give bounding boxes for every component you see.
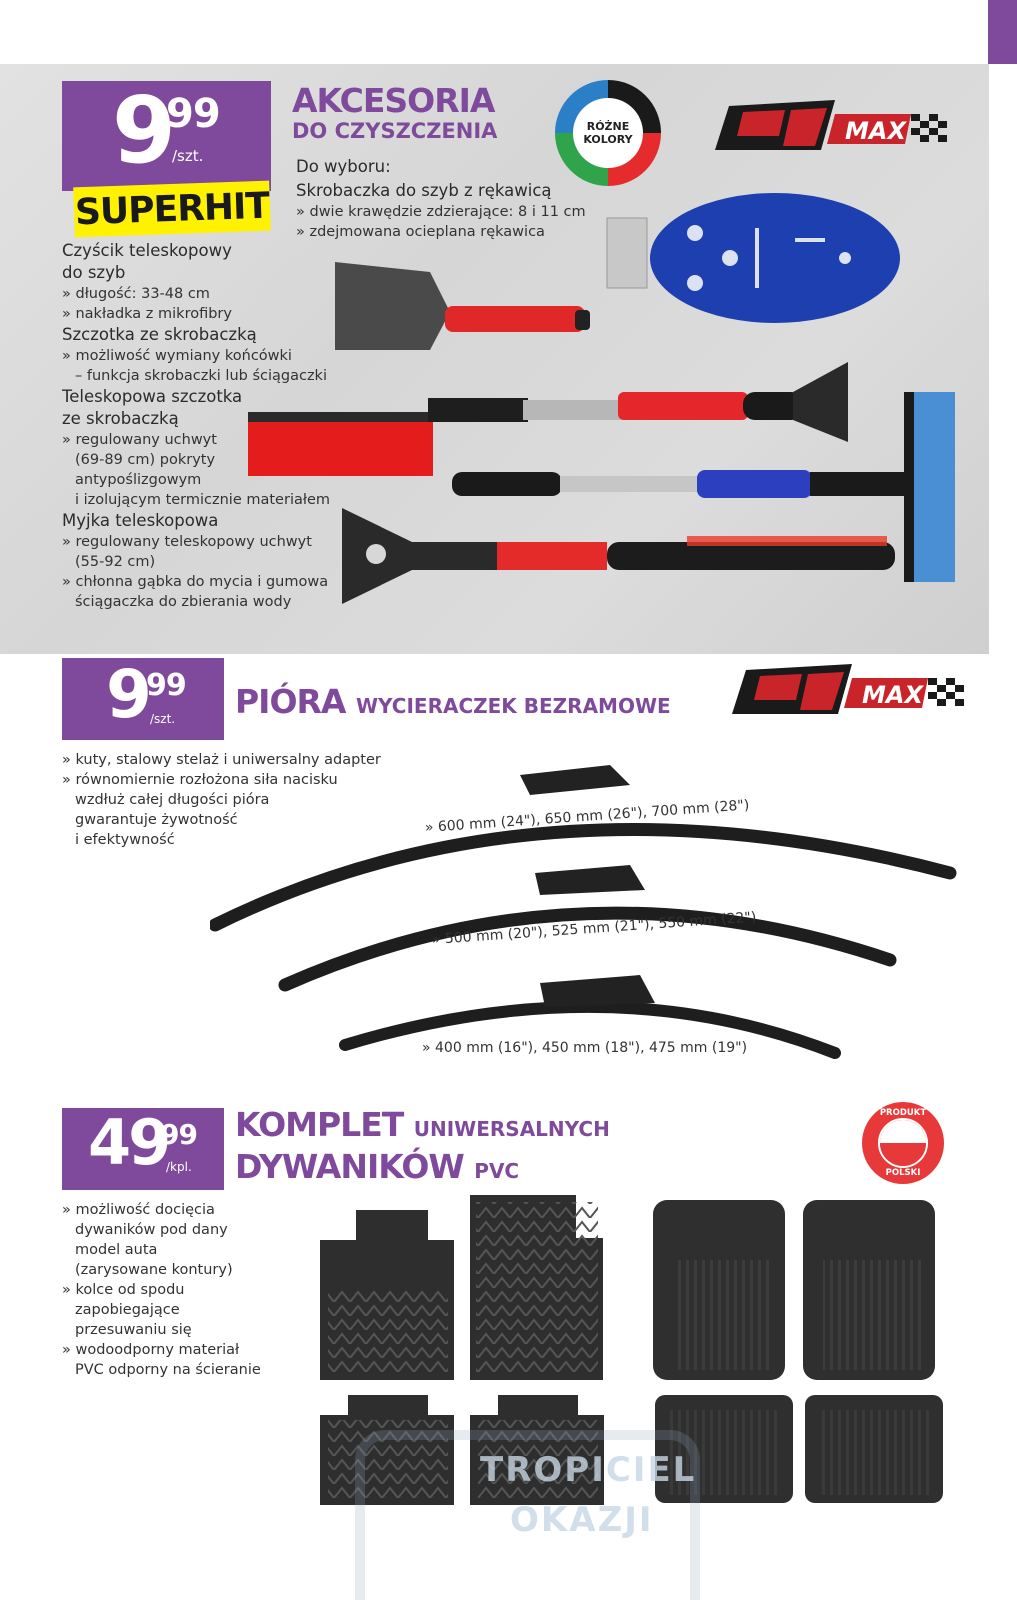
price-unit: /kpl. bbox=[166, 1160, 192, 1174]
feature-continuation: (zarysowane kontury) bbox=[75, 1262, 233, 1278]
gt-max-logo bbox=[732, 660, 968, 718]
price-unit: /szt. bbox=[172, 147, 204, 165]
feature-continuation: (69-89 cm) pokryty bbox=[75, 452, 216, 468]
badge-bottom-text: POLSKI bbox=[885, 1168, 921, 1178]
feature-item: » regulowany teleskopowy uchwyt bbox=[62, 532, 352, 552]
feature-item: » chłonna gąbka do mycia i gumowa bbox=[62, 572, 352, 592]
badge-top-text: PRODUKT bbox=[879, 1108, 927, 1118]
feature-item: » wodoodporny materiał bbox=[62, 1340, 261, 1360]
feature-continuation: wzdłuż całej długości pióra bbox=[75, 792, 270, 808]
feature-item: » możliwość wymiany końcówki bbox=[62, 346, 352, 366]
polish-flag-icon bbox=[878, 1118, 928, 1168]
price-tag-floor-mats bbox=[62, 1108, 224, 1190]
wiper-sizes-small: » 400 mm (16"), 450 mm (18"), 475 mm (19") bbox=[422, 1040, 748, 1056]
feature-item: » dwie krawędzie zdzierające: 8 i 11 cm bbox=[296, 202, 586, 222]
feature-continuation: ściągaczka do zbierania wody bbox=[75, 594, 292, 610]
feature-continuation: i efektywność bbox=[75, 832, 175, 848]
price-decimal: 99 bbox=[166, 91, 220, 137]
wiper-sizes-medium: » 500 mm (20"), 525 mm (21"), 550 mm (22") bbox=[431, 909, 757, 948]
various-colors-label bbox=[573, 98, 643, 168]
watermark-line-1: TROPICIEL bbox=[480, 1450, 697, 1490]
feature-continuation: dywaników pod dany bbox=[75, 1222, 228, 1238]
feature-continuation: gwarantuje żywotność bbox=[75, 812, 238, 828]
price-tag-wipers bbox=[62, 658, 224, 740]
accessories-title bbox=[292, 81, 498, 144]
product-name: Skrobaczka do szyb z rękawicą bbox=[296, 181, 552, 200]
product-name: Myjka teleskopowa bbox=[62, 511, 219, 530]
wiper-sizes-large: » 600 mm (24"), 650 mm (26"), 700 mm (28") bbox=[424, 797, 750, 836]
telescopic-washer-image bbox=[342, 508, 897, 604]
price-integer: 9 bbox=[106, 656, 149, 733]
feature-continuation: PVC odporny na ścieranie bbox=[75, 1362, 261, 1378]
feature-item: » kuty, stalowy stelaż i uniwersalny adapter bbox=[62, 750, 381, 770]
product-name: Szczotka ze skrobaczką bbox=[62, 325, 257, 344]
title-line-1 bbox=[235, 1106, 610, 1148]
watermark-line-2: OKAZJI bbox=[510, 1500, 654, 1540]
price-decimal: 99 bbox=[160, 1118, 197, 1151]
floor-mats-title bbox=[235, 1106, 610, 1190]
title-big: KOMPLET bbox=[235, 1105, 404, 1144]
product-name: Czyścik teleskopowy bbox=[62, 241, 232, 260]
scraper-glove-description bbox=[296, 156, 586, 242]
price-tag-accessories bbox=[62, 77, 271, 191]
feature-continuation: przesuwaniu się bbox=[75, 1322, 192, 1338]
price-unit: /szt. bbox=[150, 712, 176, 726]
svg-text:MAX: MAX bbox=[862, 681, 923, 709]
feature-item: » regulowany uchwyt bbox=[62, 430, 352, 450]
title-big: DYWANIKÓW bbox=[235, 1147, 464, 1186]
feature-item: » kolce od spodu bbox=[62, 1280, 261, 1300]
price-integer: 49 bbox=[88, 1106, 169, 1179]
product-name: Teleskopowa szczotka bbox=[62, 387, 243, 406]
polish-product-badge bbox=[862, 1102, 944, 1184]
svg-text:MAX: MAX bbox=[845, 117, 906, 145]
product-name: do szyb bbox=[62, 263, 126, 282]
gt-max-logo bbox=[715, 96, 951, 154]
telescopic-window-cleaner-image bbox=[335, 262, 595, 352]
feature-item: » równomiernie rozłożona siła nacisku bbox=[62, 770, 381, 790]
title-line-1: AKCESORIA bbox=[292, 81, 495, 120]
feature-item: » nakładka z mikrofibry bbox=[62, 304, 352, 324]
feature-continuation: – funkcja skrobaczki lub ściągaczki bbox=[75, 368, 327, 384]
various-colors-badge bbox=[555, 80, 661, 186]
price-decimal: 99 bbox=[146, 668, 186, 703]
price-integer: 9 bbox=[112, 77, 174, 184]
wiper-blades-image bbox=[210, 755, 960, 1075]
title-small: WYCIERACZEK BEZRAMOWE bbox=[355, 694, 671, 718]
floor-mats-features-list bbox=[62, 1200, 261, 1380]
feature-continuation: model auta bbox=[75, 1242, 158, 1258]
badge-line-1: RÓŻNE bbox=[586, 120, 630, 133]
superhit-badge: SUPERHIT bbox=[73, 181, 271, 238]
scraper-with-glove-image bbox=[605, 188, 905, 328]
product-name: ze skrobaczką bbox=[62, 409, 179, 428]
title-small: PVC bbox=[474, 1159, 520, 1183]
accessories-features-list bbox=[62, 240, 352, 612]
title-small: UNIWERSALNYCH bbox=[413, 1117, 610, 1141]
page-edge-tab bbox=[988, 0, 1017, 64]
title-line-2: DO CZYSZCZENIA bbox=[292, 119, 498, 143]
title-big: PIÓRA bbox=[235, 682, 346, 721]
feature-continuation: (55-92 cm) bbox=[75, 554, 156, 570]
feature-continuation: antypoślizgowym bbox=[75, 472, 202, 488]
feature-continuation: i izolującym termicznie materiałem bbox=[75, 492, 331, 508]
feature-continuation: zapobiegające bbox=[75, 1302, 180, 1318]
badge-line-2: KOLORY bbox=[583, 133, 633, 146]
intro-text: Do wyboru: bbox=[296, 157, 391, 176]
title-line-2 bbox=[235, 1148, 610, 1190]
feature-item: » zdejmowana ocieplana rękawica bbox=[296, 222, 586, 242]
feature-item: » możliwość docięcia bbox=[62, 1200, 261, 1220]
wipers-title bbox=[235, 682, 671, 721]
feature-item: » długość: 33-48 cm bbox=[62, 284, 352, 304]
